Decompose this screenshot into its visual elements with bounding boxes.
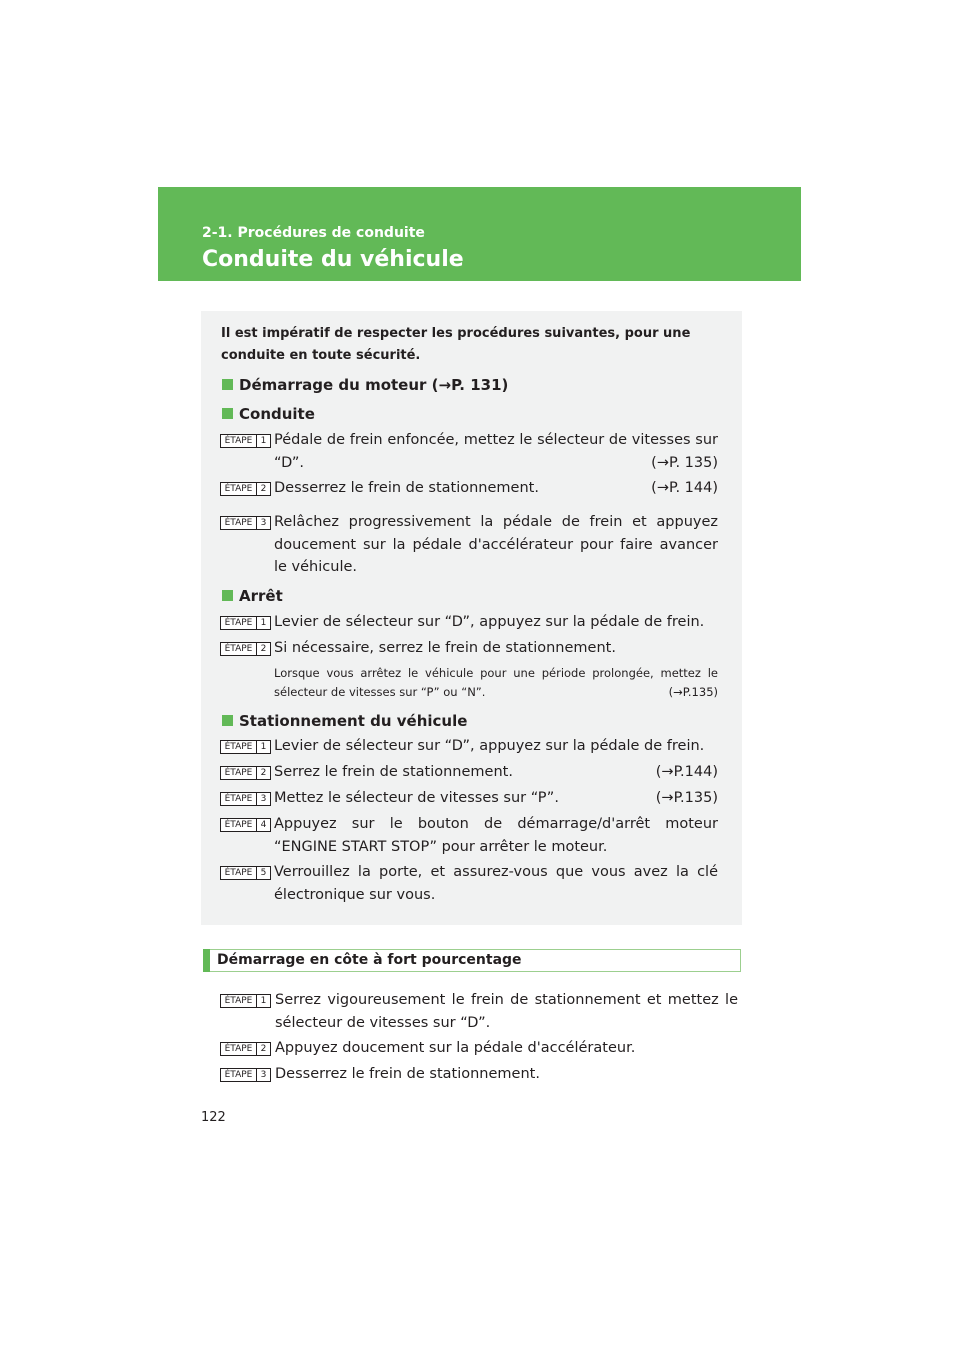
step-badge: ÉTAPE 2: [220, 482, 271, 496]
step-text: Mettez le sélecteur de vitesses sur “P”. (→P.135): [274, 787, 718, 810]
step-text: Relâchez progressivement la pédale de frein et appuyez doucement sur la pédale d'accélérateur pour faire avancer le véhicule.: [274, 514, 718, 575]
step-badge: ÉTAPE 1: [220, 994, 271, 1008]
start-engine-label: Démarrage du moteur (→P. 131): [239, 376, 509, 394]
intro-text: Il est impératif de respecter les procédures suivantes, pour une conduite en toute sécurité.: [221, 326, 691, 363]
driving-heading: [222, 405, 315, 423]
page-reference: (→P.135): [655, 790, 718, 806]
hill-start-heading: [203, 949, 741, 972]
parking-heading: [222, 712, 467, 730]
step-text: Pédale de frein enfoncée, mettez le sélecteur de vitesses sur “D”. (→P. 135): [274, 429, 718, 474]
step-text: Verrouillez la porte, et assurez-vous que vous avez la clé électronique sur vous.: [274, 864, 718, 903]
page-reference: (→P.144): [655, 764, 718, 780]
page-reference: (→P. 135): [651, 454, 718, 471]
step-text: Appuyez doucement sur la pédale d'accélérateur.: [275, 1040, 636, 1056]
step-badge: ÉTAPE 2: [220, 1042, 271, 1056]
page-title: Conduite du véhicule: [202, 247, 464, 272]
start-engine-heading: [222, 376, 508, 394]
square-bullet-icon: [222, 408, 233, 419]
step-badge: ÉTAPE 5: [220, 866, 271, 880]
step-badge: ÉTAPE 3: [220, 1068, 271, 1082]
square-bullet-icon: [222, 590, 233, 601]
stop-note: Lorsque vous arrêtez le véhicule pour une période prolongée, mettez le sélecteur de vitesses sur “P” ou “N”. (→P.135): [274, 664, 718, 702]
square-bullet-icon: [222, 715, 233, 726]
square-bullet-icon: [222, 379, 233, 390]
procedure-box: [201, 311, 742, 925]
driving-label: Conduite: [239, 405, 315, 423]
step-text: Serrez le frein de stationnement. (→P.144): [274, 761, 718, 784]
heading-accent-bar: [203, 949, 210, 972]
step-text: Levier de sélecteur sur “D”, appuyez sur la pédale de frein.: [274, 738, 705, 754]
section-label: 2-1. Procédures de conduite: [202, 225, 425, 241]
step-text: Desserrez le frein de stationnement. (→P. 144): [274, 477, 718, 500]
step-badge: ÉTAPE 1: [220, 616, 271, 630]
chapter-header: [158, 187, 801, 281]
step-text: Appuyez sur le bouton de démarrage/d'arrêt moteur “ENGINE START STOP” pour arrêter le moteur.: [274, 816, 718, 855]
step-badge: ÉTAPE 2: [220, 642, 271, 656]
step-badge: ÉTAPE 1: [220, 740, 271, 754]
hill-start-title: Démarrage en côte à fort pourcentage: [217, 952, 522, 968]
step-badge: ÉTAPE 4: [220, 818, 271, 832]
step-badge: ÉTAPE 3: [220, 516, 271, 530]
step-badge: ÉTAPE 1: [220, 434, 271, 448]
step-text: Si nécessaire, serrez le frein de stationnement.: [274, 640, 616, 656]
step-text: Serrez vigoureusement le frein de stationnement et mettez le sélecteur de vitesses sur “D”.: [275, 992, 738, 1031]
step-text: Levier de sélecteur sur “D”, appuyez sur la pédale de frein.: [274, 614, 705, 630]
stop-label: Arrêt: [239, 587, 283, 605]
step-text: Desserrez le frein de stationnement.: [275, 1066, 540, 1082]
step-badge: ÉTAPE 2: [220, 766, 271, 780]
page-number: 122: [201, 1110, 226, 1125]
page-reference: (→P. 144): [651, 480, 718, 496]
stop-heading: [222, 587, 283, 605]
step-badge: ÉTAPE 3: [220, 792, 271, 806]
page-reference: (→P.135): [668, 685, 718, 699]
parking-label: Stationnement du véhicule: [239, 712, 468, 730]
